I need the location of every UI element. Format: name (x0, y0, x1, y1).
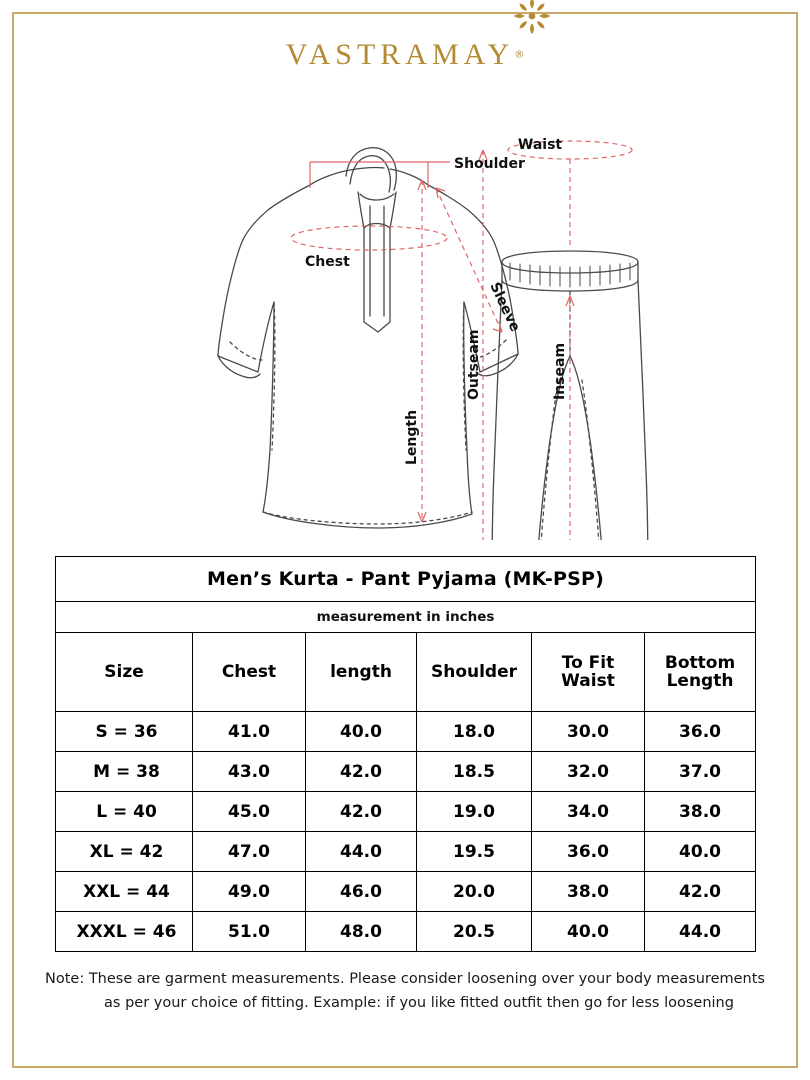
cell-shoulder: 20.0 (417, 872, 532, 912)
label-length: Length (404, 409, 420, 465)
column-header-shoulder: Shoulder (417, 633, 532, 712)
table-subtitle-row (56, 602, 756, 633)
cell-to-fit-waist: 38.0 (532, 872, 645, 912)
cell-chest: 45.0 (193, 792, 306, 832)
label-shoulder: Shoulder (454, 156, 525, 172)
cell-to-fit-waist: 36.0 (532, 832, 645, 872)
size-chart-table (55, 556, 756, 952)
table-row (56, 752, 756, 792)
cell-to-fit-waist: 34.0 (532, 792, 645, 832)
cell-size: S = 36 (56, 712, 193, 752)
cell-bottom-length: 37.0 (645, 752, 756, 792)
label-waist: Waist (517, 137, 563, 153)
label-sleeve: Sleeve (486, 279, 524, 335)
label-chest: Chest (305, 254, 350, 270)
table-title: Men’s Kurta - Pant Pyjama (MK-PSP) (56, 557, 756, 602)
cell-size: M = 38 (56, 752, 193, 792)
footer-note-line2: as per your choice of fitting. Example: if you like fitted outfit then go for less loosening (104, 994, 734, 1011)
table-row (56, 792, 756, 832)
cell-to-fit-waist: 30.0 (532, 712, 645, 752)
table-row (56, 912, 756, 952)
size-chart-table-wrapper (55, 556, 755, 952)
column-header-bottom-length (645, 633, 756, 712)
table-subtitle: measurement in inches (56, 602, 756, 633)
column-header-to-fit-waist-line2: Waist (561, 671, 615, 691)
table-title-row (56, 557, 756, 602)
cell-bottom-length: 44.0 (645, 912, 756, 952)
brand-header (0, 38, 810, 72)
column-header-to-fit-waist (532, 633, 645, 712)
cell-length: 44.0 (306, 832, 417, 872)
column-header-to-fit-waist-line1: To Fit (561, 652, 615, 673)
cell-length: 46.0 (306, 872, 417, 912)
cell-length: 42.0 (306, 792, 417, 832)
cell-size: XL = 42 (56, 832, 193, 872)
cell-length: 48.0 (306, 912, 417, 952)
cell-chest: 41.0 (193, 712, 306, 752)
label-outseam: Outseam (466, 329, 482, 400)
cell-shoulder: 19.0 (417, 792, 532, 832)
footer-note (34, 968, 776, 1016)
column-header-length: length (306, 633, 417, 712)
column-header-bottom-length-line2: Length (666, 671, 734, 691)
cell-bottom-length: 40.0 (645, 832, 756, 872)
cell-shoulder: 20.5 (417, 912, 532, 952)
table-row (56, 832, 756, 872)
brand-wordmark: VASTRAMAY (285, 38, 515, 71)
cell-length: 40.0 (306, 712, 417, 752)
cell-to-fit-waist: 40.0 (532, 912, 645, 952)
cell-chest: 47.0 (193, 832, 306, 872)
cell-size: XXL = 44 (56, 872, 193, 912)
column-header-bottom-length-line1: Bottom (664, 652, 736, 673)
table-header-row (56, 633, 756, 712)
cell-shoulder: 18.5 (417, 752, 532, 792)
footer-note-line1: Note: These are garment measurements. Please consider loosening over your body measurements (45, 971, 765, 987)
cell-chest: 49.0 (193, 872, 306, 912)
cell-chest: 43.0 (193, 752, 306, 792)
cell-size: XXXL = 46 (56, 912, 193, 952)
label-inseam: Inseam (552, 342, 568, 400)
column-header-size: Size (56, 633, 193, 712)
cell-size: L = 40 (56, 792, 193, 832)
column-header-chest: Chest (193, 633, 306, 712)
cell-length: 42.0 (306, 752, 417, 792)
table-row (56, 712, 756, 752)
ornamental-floral-logo-icon (508, 0, 556, 36)
brand-registered-mark: ® (514, 49, 525, 61)
cell-to-fit-waist: 32.0 (532, 752, 645, 792)
cell-chest: 51.0 (193, 912, 306, 952)
cell-bottom-length: 38.0 (645, 792, 756, 832)
cell-shoulder: 19.5 (417, 832, 532, 872)
cell-bottom-length: 42.0 (645, 872, 756, 912)
table-row (56, 872, 756, 912)
garment-illustration (150, 110, 670, 540)
cell-shoulder: 18.0 (417, 712, 532, 752)
cell-bottom-length: 36.0 (645, 712, 756, 752)
